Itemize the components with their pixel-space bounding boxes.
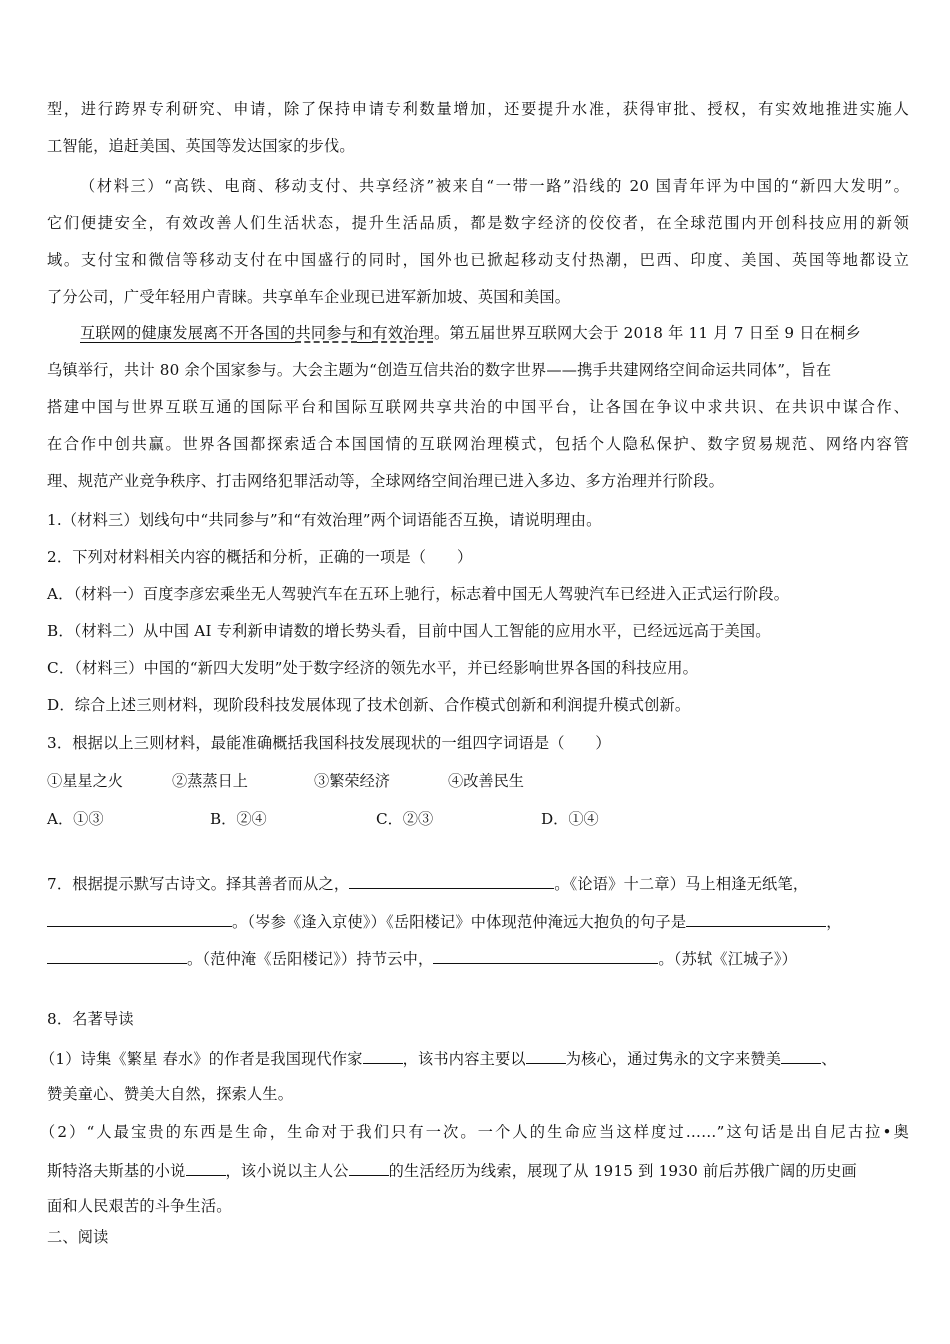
question-8-text: 、 (821, 1050, 837, 1068)
question-7-line-1 (47, 872, 909, 894)
paragraph-text: 。大会主题为“创造互信共治的数字世界——携手共建网络空间命运共同体”，旨在 (276, 361, 832, 379)
paragraph-line: 理、规范产业竞争秩序、打击网络犯罪活动等，全球网络空间治理已进入多边、多方治理并行阶段。 (47, 472, 725, 490)
paragraph-line: 搭建中国与世界互联互通的国际平台和国际互联网共享共治的中国平台，让各国在争议中求共识、在共识中谋合作、 (47, 398, 909, 416)
question-7-text: ， (826, 913, 842, 931)
question-8-title: 8．名著导读 (47, 1010, 134, 1028)
question-8-part-2: （2）“人最宝贵的东西是生命，生命对于我们只有一次。一个人的生命应当这样度过……”这句话是出自尼古拉•奥 (40, 1123, 909, 1141)
paragraph-line (47, 360, 909, 380)
answer-blank[interactable] (349, 1159, 389, 1176)
underlined-text: 和 (357, 324, 373, 342)
question-8-part-1 (40, 1047, 902, 1069)
question-8-text: ，该书内容主要以 (402, 1050, 526, 1068)
paragraph-text: 。第五届世界互联网大会于 2018 年 11 月 7 日至 9 日在桐乡 (433, 324, 861, 342)
question-8-text: （1）诗集《繁星 春水》的作者是我国现代作家 (40, 1050, 363, 1068)
question-2-option-c: C．（材料三）中国的“新四大发明”处于数字经济的领先水平，并已经影响世界各国的科技应用。 (47, 659, 699, 677)
answer-blank[interactable] (363, 1047, 403, 1064)
answer-blank[interactable] (47, 910, 232, 927)
question-8-text: 的生活经历为线索，展现了从 1915 到 1930 前后苏俄广阔的历史画 (388, 1162, 857, 1180)
question-1: 1.（材料三）划线句中“共同参与”和“有效治理”两个词语能否互换，请说明理由。 (47, 511, 602, 529)
question-2-option-d: D．综合上述三则材料，现阶段科技发展体现了技术创新、合作模式创新和利润提升模式创新。 (47, 696, 691, 714)
question-7-line-2 (47, 910, 909, 932)
question-2-stem: 2．下列对材料相关内容的概括和分析，正确的一项是（ ） (47, 548, 473, 566)
answer-blank[interactable] (686, 910, 826, 927)
paragraph-line: 在合作中创共赢。世界各国都探索适合本国国情的互联网治理模式，包括个人隐私保护、数字贸易规范、网络内容管 (47, 435, 909, 453)
question-8-text: 为核心，通过隽永的文字来赞美 (565, 1050, 782, 1068)
question-8-text: 斯特洛夫斯基的小说 (47, 1162, 186, 1180)
underlined-text: 互联网的健康发展离不开各国的 (80, 324, 296, 342)
answer-blank[interactable] (433, 947, 658, 964)
answer-blank[interactable] (349, 872, 554, 889)
question-3-stem: 3．根据以上三则材料，最能准确概括我国科技发展现状的一组四字词语是（ ） (47, 734, 611, 752)
paragraph-text: 乌镇举行，共计 80 余个国家参与 (47, 361, 277, 379)
question-8-part-1-cont: 赞美童心、赞美大自然，探索人生。 (47, 1085, 294, 1103)
question-7-text: 。《论语》十二章）马上相逢无纸笔， (554, 875, 809, 893)
question-3-option-a: A．①③ (47, 810, 104, 828)
question-7-text: 。（岑参《逢入京使》）《岳阳楼记》中体现范仲淹远大抱负的句子是 (232, 913, 687, 931)
answer-blank[interactable] (526, 1047, 566, 1064)
material3-line: 它们便捷安全，有效改善人们生活状态，提升生活品质，都是数字经济的佼佼者，在全球范围内开创科技应用的新领 (47, 214, 909, 232)
answer-blank[interactable] (47, 947, 187, 964)
question-8-part-2-cont (47, 1159, 909, 1181)
section-heading: 二、阅读 (47, 1228, 109, 1246)
question-3-word-3: ③繁荣经济 (314, 772, 390, 790)
question-3-option-d: D．①④ (541, 810, 599, 828)
paragraph-line: 型，进行跨界专利研究、申请，除了保持申请专利数量增加，还要提升水准，获得审批、授权，有实效地推进实施人 (47, 100, 909, 118)
underlined-word-participate: 共同参与 (295, 324, 357, 342)
paragraph-line: 工智能，追赶美国、英国等发达国家的步伐。 (47, 137, 355, 155)
question-3-option-c: C．②③ (376, 810, 434, 828)
question-3-word-1: ①星星之火 (47, 772, 123, 790)
question-7-text: 7．根据提示默写古诗文。择其善者而从之， (47, 875, 350, 893)
underlined-word-governance: 有效治理 (372, 324, 434, 342)
answer-blank[interactable] (186, 1159, 226, 1176)
question-3-word-2: ②蒸蒸日上 (172, 772, 248, 790)
question-7-line-3 (47, 947, 909, 969)
question-7-text: 。（苏轼《江城子》） (658, 950, 798, 968)
question-2-option-b: B．（材料二）从中国 AI 专利新申请数的增长势头看，目前中国人工智能的应用水平，已经远远高于美国。 (47, 622, 771, 640)
underlined-sentence-line (80, 323, 909, 343)
question-3-option-b: B．②④ (210, 810, 267, 828)
question-8-text: ，该小说以主人公 (225, 1162, 349, 1180)
material3-line: 域。支付宝和微信等移动支付在中国盛行的同时，国外也已掀起移动支付热潮，巴西、印度、美国、英国等地都设立 (47, 251, 909, 269)
answer-blank[interactable] (781, 1047, 821, 1064)
question-3-word-4: ④改善民生 (448, 772, 524, 790)
question-8-part-2-end: 面和人民艰苦的斗争生活。 (47, 1197, 232, 1215)
material3-line: 了分公司，广受年轻用户青睐。共享单车企业现已进军新加坡、英国和美国。 (47, 288, 571, 306)
material3-line: （材料三）“高铁、电商、移动支付、共享经济”被来自“一带一路”沿线的 20 国青年评为中国的“新四大发明”。 (80, 177, 909, 195)
question-7-text: 。（范仲淹《岳阳楼记》）持节云中， (187, 950, 434, 968)
question-2-option-a: A．（材料一）百度李彦宏乘坐无人驾驶汽车在五环上驰行，标志着中国无人驾驶汽车已经进入正式运行阶段。 (47, 585, 790, 603)
